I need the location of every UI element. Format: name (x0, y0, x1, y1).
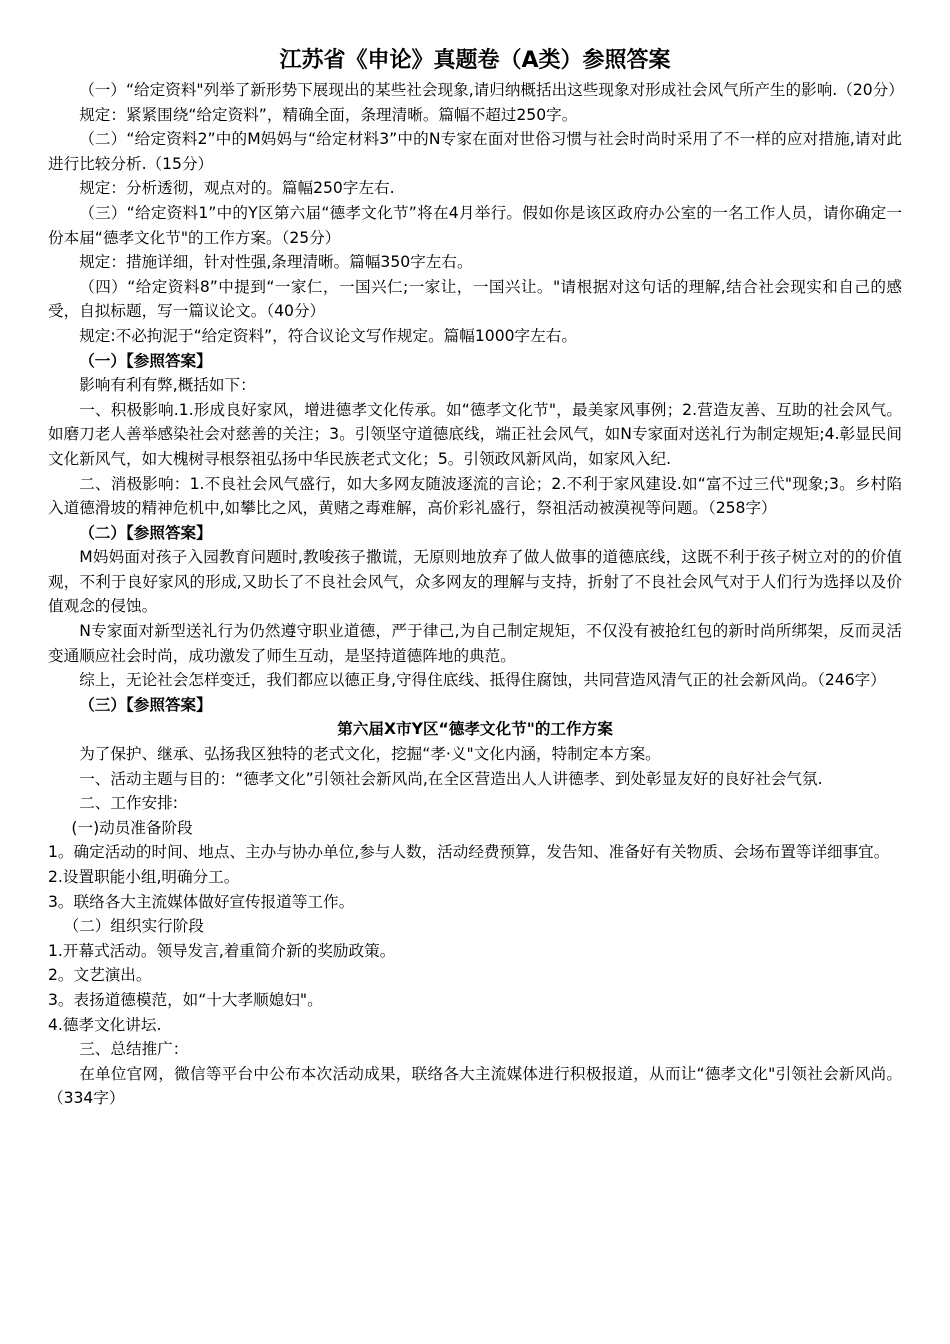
stage-1-item: 2.设置职能小组,明确分工。 (48, 868, 240, 886)
plan-intro: 为了保护、继承、弘扬我区独特的老式文化，挖掘“孝·义"文化内涵，特制定本方案。 (79, 745, 661, 764)
summary-title: 三、总结推广： (79, 1040, 189, 1059)
requirement-4: 规定:不必拘泥于“给定资料”，符合议论文写作规定。篇幅1000字左右。 (79, 326, 577, 345)
answer-2-heading: （二）【参照答案】 (79, 523, 212, 542)
question-1: （一）“给定资料"列举了新形势下展现出的某些社会现象,请归纳概括出这些现象对形成社会风气所产生的影响.（20分） (79, 81, 904, 99)
answer-2-section (48, 521, 902, 693)
answer-1-intro: 影响有利有弊,概括如下： (79, 376, 256, 395)
plan-theme: 一、活动主题与目的：“德孝文化”引领社会新风尚,在全区营造出人人讲德孝、到处彰显友好的良好社会气氛. (79, 769, 823, 788)
requirement-1: 规定：紧紧围绕“给定资料”，精确全面，条理清晰。篇幅不超过250字。 (79, 105, 578, 124)
answer-3-section (48, 693, 902, 1111)
stage-2-item: 1.开幕式活动。领导发言,着重简介新的奖励政策。 (48, 941, 396, 960)
answer-2-conclusion: 综上，无论社会怎样变迁，我们都应以德正身,守得住底线、抵得住腐蚀，共同营造风清气正的社会新风尚。（246字） (79, 671, 886, 690)
question-2: （二）“给定资料2”中的M妈妈与“给定材料3”中的N专家在面对世俗习惯与社会时尚时采用了不一样的应对措施,请对此进行比较分析.（15分） (48, 130, 902, 173)
answer-2-n-expert: N专家面对新型送礼行为仍然遵守职业道德，严于律己,为自己制定规矩，不仅没有被抢红包的新时尚所绑架，反而灵活变通顺应社会时尚，成功激发了师生互动，是坚持道德阵地的典范。 (48, 622, 902, 665)
answer-3-heading: （三）【参照答案】 (79, 695, 212, 714)
question-3: （三）“给定资料1”中的Y区第六届“德孝文化节”将在4月举行。假如你是该区政府办公室的一名工作人员，请你确定一份本届“德孝文化节"的工作方案。（25分） (48, 203, 902, 247)
answer-2-m-mother: M妈妈面对孩子入园教育问题时,教唆孩子撒谎，无原则地放弃了做人做事的道德底线，这既不利于孩子树立对的的价值观，不利于良好家风的形成,又助长了不良社会风气，众多网友的理解与支持，折射了不良社会风气对于人们行为选择以及价值观念的侵蚀。 (48, 548, 902, 616)
stage-1-title: (一)动员准备阶段 (71, 818, 193, 837)
stage-2-item: 4.德孝文化讲坛. (48, 1015, 162, 1034)
stage-1-item: 1。确定活动的时间、地点、主办与协办单位,参与人数，活动经费预算，发告知、准备好有关物质、会场布置等详细事宜。 (48, 843, 890, 862)
requirement-3: 规定：措施详细，针对性强,条理清晰。篇幅350字左右。 (79, 253, 473, 272)
stage-2-item: 3。表扬道德模范，如“十大孝顺媳妇"。 (48, 990, 323, 1009)
stage-2-item: 2。文艺演出。 (48, 966, 152, 985)
stage-2-title: （二）组织实行阶段 (63, 917, 204, 936)
question-4: （四）“给定资料8”中提到“一家仁，一国兴仁;一家让，一国兴让。"请根据对这句话的理解,结合社会现实和自己的感受，自拟标题，写一篇议论文。（40分） (48, 277, 902, 321)
requirement-2: 规定：分析透彻，观点对的。篇幅250字左右. (79, 179, 395, 198)
question-section (48, 78, 902, 349)
answer-1-section (48, 349, 902, 521)
answer-1-negative: 二、消极影响：1.不良社会风气盛行，如大多网友随波逐流的言论；2.不利于家风建设.如“富不过三代"现象;3。乡村陷入道德滑坡的精神危机中,如攀比之风，黄赌之毒难解，高价彩礼盛行，祭祖活动被漠视等问题。（258字） (48, 474, 902, 518)
plan-arrangement-title: 二、工作安排: (79, 794, 179, 813)
stage-1-item: 3。联络各大主流媒体做好宣传报道等工作。 (48, 892, 355, 911)
plan-title: 第六届X市Y区“德孝文化节"的工作方案 (337, 720, 613, 739)
summary-text: 在单位官网，微信等平台中公布本次活动成果，联络各大主流媒体进行积极报道，从而让“德孝文化"引领社会新风尚。（334字） (48, 1064, 902, 1108)
answer-1-positive: 一、积极影响.1.形成良好家风，增进德孝文化传承。如“德孝文化节"，最美家风事例；2.营造友善、互助的社会风气。如磨刀老人善举感染社会对慈善的关注；3。引领坚守道德底线，端正社会风气，如N专家面对送礼行为制定规矩;4.彰显民间文化新风气，如大槐树寻根祭祖弘扬中华民族老式文化；5。引领政风新风尚，如家风入纪. (48, 400, 902, 468)
answer-1-heading: （一）【参照答案】 (79, 351, 212, 370)
document-title: 江苏省《申论》真题卷（A类）参照答案 (279, 48, 671, 73)
